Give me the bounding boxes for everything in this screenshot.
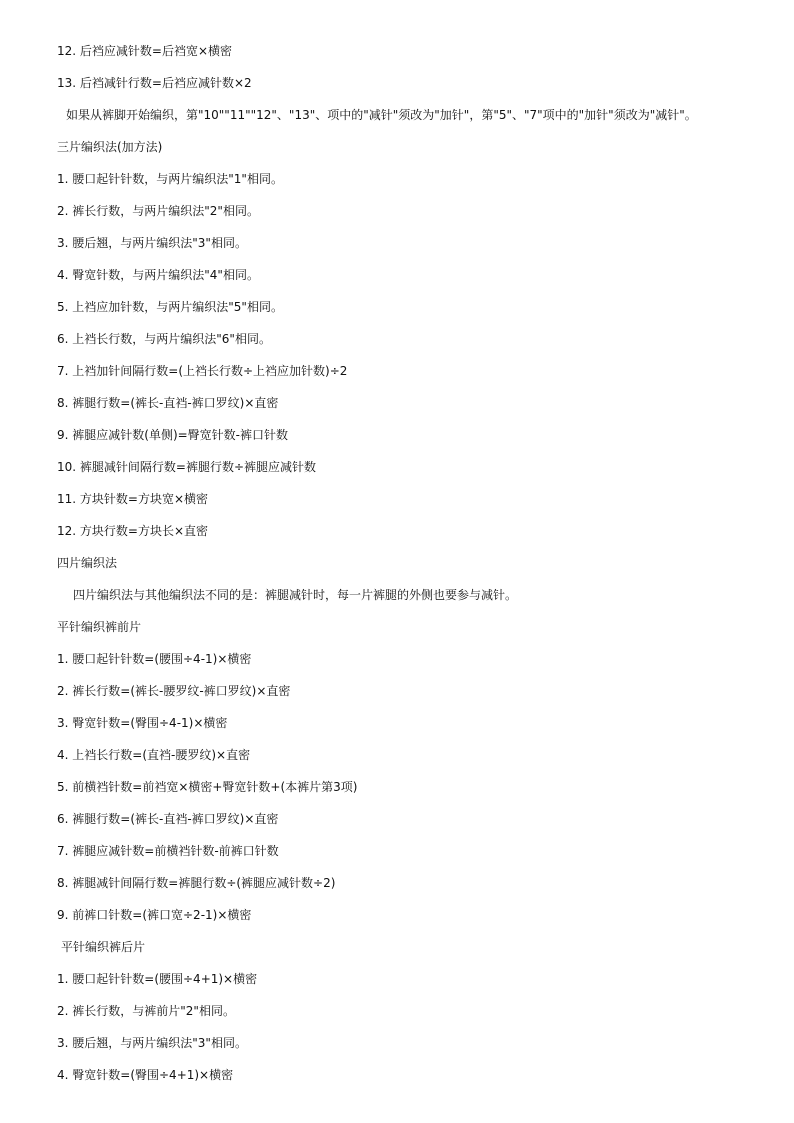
list-item: 8. 裤腿减针间隔行数=裤腿行数÷(裤腿应减针数÷2)	[57, 876, 336, 890]
list-item: 6. 裤腿行数=(裤长-直裆-裤口罗纹)×直密	[57, 812, 279, 826]
list-item: 5. 上裆应加针数，与两片编织法"5"相同。	[57, 300, 283, 314]
list-item: 1. 腰口起针针数，与两片编织法"1"相同。	[57, 172, 283, 186]
list-item: 3. 臀宽针数=(臀围÷4-1)×横密	[57, 716, 228, 730]
subsection-title-back-panel: 平针编织裤后片	[61, 940, 146, 954]
list-item: 6. 上裆长行数，与两片编织法"6"相同。	[57, 332, 271, 346]
section-title-four-piece: 四片编织法	[57, 556, 118, 570]
list-item: 4. 上裆长行数=(直裆-腰罗纹)×直密	[57, 748, 251, 762]
list-item: 2. 裤长行数=(裤长-腰罗纹-裤口罗纹)×直密	[57, 684, 291, 698]
four-piece-description: 四片编织法与其他编织法不同的是：裤腿减针时，每一片裤腿的外侧也要参与减针。	[73, 588, 518, 602]
list-item: 7. 上裆加针间隔行数=(上裆长行数÷上裆应加针数)÷2	[57, 364, 348, 378]
list-item: 2. 裤长行数，与两片编织法"2"相同。	[57, 204, 259, 218]
list-item: 9. 前裤口针数=(裤口宽÷2-1)×横密	[57, 908, 252, 922]
list-item: 4. 臀宽针数，与两片编织法"4"相同。	[57, 268, 259, 282]
list-item: 9. 裤腿应减针数(单侧)=臀宽针数-裤口针数	[57, 428, 289, 442]
list-item: 10. 裤腿减针间隔行数=裤腿行数÷裤腿应减针数	[57, 460, 317, 474]
list-item: 4. 臀宽针数=(臀围÷4+1)×横密	[57, 1068, 234, 1082]
list-item: 3. 腰后翘，与两片编织法"3"相同。	[57, 236, 247, 250]
list-item: 7. 裤腿应减针数=前横裆针数-前裤口针数	[57, 844, 279, 858]
list-item: 2. 裤长行数，与裤前片"2"相同。	[57, 1004, 235, 1018]
subsection-title-front-panel: 平针编织裤前片	[57, 620, 142, 634]
note-knit-from-cuff: 如果从裤脚开始编织，第"10""11""12"、"13"、项中的"减针"须改为"加针"，第"5"、"7"项中的"加针"须改为"减针"。	[66, 108, 697, 122]
section-title-three-piece: 三片编织法(加方法)	[57, 140, 163, 154]
list-item: 1. 腰口起针针数=(腰围÷4-1)×横密	[57, 652, 252, 666]
list-item: 8. 裤腿行数=(裤长-直裆-裤口罗纹)×直密	[57, 396, 279, 410]
list-item: 3. 腰后翘，与两片编织法"3"相同。	[57, 1036, 247, 1050]
list-item: 5. 前横裆针数=前裆宽×横密+臀宽针数+(本裤片第3项)	[57, 780, 358, 794]
list-item: 12. 方块行数=方块长×直密	[57, 524, 209, 538]
list-item: 1. 腰口起针针数=(腰围÷4+1)×横密	[57, 972, 258, 986]
rule-12-back-crotch-decrease: 12. 后裆应减针数=后裆宽×横密	[57, 44, 233, 58]
list-item: 11. 方块针数=方块宽×横密	[57, 492, 209, 506]
rule-13-back-crotch-rows: 13. 后裆减针行数=后裆应减针数×2	[57, 76, 252, 90]
